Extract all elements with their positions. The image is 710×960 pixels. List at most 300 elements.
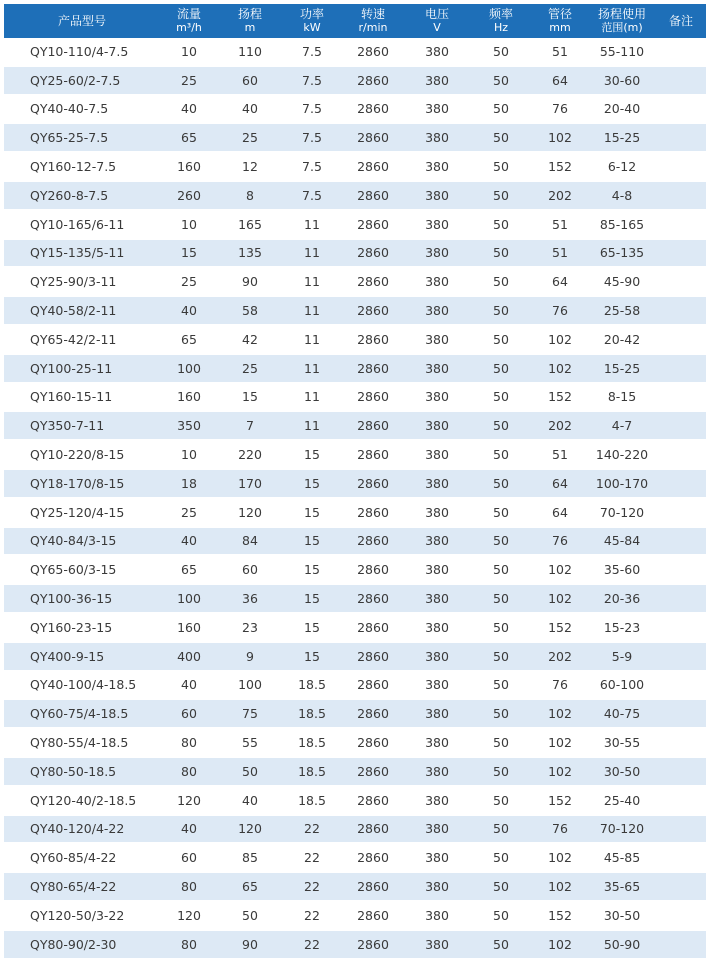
pipe-diameter-cell: 51 xyxy=(532,38,588,66)
frequency-cell: 50 xyxy=(470,239,532,268)
model-cell: QY65-25-7.5 xyxy=(4,123,160,152)
head-range-cell: 100-170 xyxy=(588,469,656,498)
voltage-cell: 380 xyxy=(404,555,470,584)
speed-cell: 2860 xyxy=(342,152,404,181)
frequency-cell: 50 xyxy=(470,267,532,296)
table-row xyxy=(4,440,706,469)
model-cell: QY160-12-7.5 xyxy=(4,152,160,181)
remarks-cell xyxy=(656,239,706,268)
head-cell: 25 xyxy=(218,123,282,152)
table-body xyxy=(4,38,706,959)
frequency-cell: 50 xyxy=(470,555,532,584)
remarks-cell xyxy=(656,699,706,728)
pipe-diameter-cell: 102 xyxy=(532,728,588,757)
head-range-cell: 30-50 xyxy=(588,901,656,930)
header-label: 电压 xyxy=(424,7,449,21)
head-range-cell: 30-50 xyxy=(588,757,656,786)
flow-cell: 25 xyxy=(160,498,218,527)
flow-cell: 65 xyxy=(160,555,218,584)
flow-cell: 80 xyxy=(160,757,218,786)
frequency-cell: 50 xyxy=(470,411,532,440)
flow-cell: 80 xyxy=(160,930,218,959)
head-cell: 40 xyxy=(218,786,282,815)
head-cell: 65 xyxy=(218,872,282,901)
frequency-cell: 50 xyxy=(470,498,532,527)
pipe-diameter-cell: 102 xyxy=(532,930,588,959)
model-cell: QY40-58/2-11 xyxy=(4,296,160,325)
flow-cell: 160 xyxy=(160,613,218,642)
speed-cell: 2860 xyxy=(342,642,404,671)
head-range-cell: 55-110 xyxy=(588,38,656,66)
power-cell: 18.5 xyxy=(282,671,342,700)
pipe-diameter-cell: 64 xyxy=(532,469,588,498)
remarks-cell xyxy=(656,843,706,872)
frequency-cell: 50 xyxy=(470,642,532,671)
table-row xyxy=(4,296,706,325)
model-cell: QY80-55/4-18.5 xyxy=(4,728,160,757)
head-cell: 84 xyxy=(218,527,282,556)
flow-cell: 25 xyxy=(160,267,218,296)
pipe-diameter-cell: 102 xyxy=(532,584,588,613)
table-row xyxy=(4,123,706,152)
model-cell: QY18-170/8-15 xyxy=(4,469,160,498)
header-label: 流量 xyxy=(176,7,201,21)
voltage-cell: 380 xyxy=(404,901,470,930)
head-range-cell: 50-90 xyxy=(588,930,656,959)
pipe-diameter-cell: 76 xyxy=(532,527,588,556)
model-cell: QY25-120/4-15 xyxy=(4,498,160,527)
head-cell: 75 xyxy=(218,699,282,728)
table-row xyxy=(4,872,706,901)
flow-cell: 10 xyxy=(160,440,218,469)
pipe-diameter-cell: 102 xyxy=(532,757,588,786)
remarks-cell xyxy=(656,210,706,239)
model-cell: QY160-23-15 xyxy=(4,613,160,642)
header-unit: r/min xyxy=(358,21,388,34)
header-unit: Hz xyxy=(493,21,509,34)
power-cell: 15 xyxy=(282,527,342,556)
model-cell: QY60-85/4-22 xyxy=(4,843,160,872)
flow-cell: 100 xyxy=(160,354,218,383)
power-cell: 22 xyxy=(282,872,342,901)
model-cell: QY40-120/4-22 xyxy=(4,815,160,844)
flow-cell: 60 xyxy=(160,699,218,728)
head-range-cell: 40-75 xyxy=(588,699,656,728)
power-cell: 18.5 xyxy=(282,757,342,786)
head-cell: 110 xyxy=(218,38,282,66)
flow-cell: 80 xyxy=(160,728,218,757)
pipe-diameter-cell: 76 xyxy=(532,296,588,325)
power-cell: 11 xyxy=(282,210,342,239)
voltage-cell: 380 xyxy=(404,152,470,181)
model-cell: QY65-42/2-11 xyxy=(4,325,160,354)
speed-cell: 2860 xyxy=(342,699,404,728)
voltage-cell: 380 xyxy=(404,843,470,872)
header-pipe-diameter xyxy=(532,4,588,38)
pipe-diameter-cell: 64 xyxy=(532,66,588,95)
speed-cell: 2860 xyxy=(342,555,404,584)
frequency-cell: 50 xyxy=(470,440,532,469)
head-range-cell: 15-25 xyxy=(588,354,656,383)
header-model xyxy=(4,4,160,38)
power-cell: 11 xyxy=(282,296,342,325)
head-range-cell: 4-7 xyxy=(588,411,656,440)
voltage-cell: 380 xyxy=(404,66,470,95)
remarks-cell xyxy=(656,181,706,210)
head-cell: 23 xyxy=(218,613,282,642)
model-cell: QY120-50/3-22 xyxy=(4,901,160,930)
remarks-cell xyxy=(656,757,706,786)
pipe-diameter-cell: 51 xyxy=(532,440,588,469)
power-cell: 22 xyxy=(282,843,342,872)
frequency-cell: 50 xyxy=(470,210,532,239)
power-cell: 15 xyxy=(282,642,342,671)
remarks-cell xyxy=(656,95,706,124)
flow-cell: 160 xyxy=(160,152,218,181)
voltage-cell: 380 xyxy=(404,728,470,757)
remarks-cell xyxy=(656,930,706,959)
head-cell: 50 xyxy=(218,757,282,786)
voltage-cell: 380 xyxy=(404,38,470,66)
model-cell: QY60-75/4-18.5 xyxy=(4,699,160,728)
head-range-cell: 15-25 xyxy=(588,123,656,152)
power-cell: 15 xyxy=(282,469,342,498)
frequency-cell: 50 xyxy=(470,901,532,930)
pipe-diameter-cell: 202 xyxy=(532,181,588,210)
speed-cell: 2860 xyxy=(342,584,404,613)
speed-cell: 2860 xyxy=(342,181,404,210)
remarks-cell xyxy=(656,872,706,901)
speed-cell: 2860 xyxy=(342,613,404,642)
pump-spec-table-wrapper xyxy=(4,4,706,960)
remarks-cell xyxy=(656,296,706,325)
model-cell: QY25-90/3-11 xyxy=(4,267,160,296)
header-head-range xyxy=(588,4,656,38)
speed-cell: 2860 xyxy=(342,843,404,872)
speed-cell: 2860 xyxy=(342,66,404,95)
power-cell: 15 xyxy=(282,498,342,527)
frequency-cell: 50 xyxy=(470,296,532,325)
remarks-cell xyxy=(656,325,706,354)
pipe-diameter-cell: 152 xyxy=(532,152,588,181)
model-cell: QY65-60/3-15 xyxy=(4,555,160,584)
voltage-cell: 380 xyxy=(404,671,470,700)
head-cell: 60 xyxy=(218,66,282,95)
power-cell: 7.5 xyxy=(282,123,342,152)
model-cell: QY100-25-11 xyxy=(4,354,160,383)
power-cell: 18.5 xyxy=(282,728,342,757)
header-unit: kW xyxy=(303,21,321,34)
remarks-cell xyxy=(656,728,706,757)
flow-cell: 65 xyxy=(160,123,218,152)
table-row xyxy=(4,498,706,527)
frequency-cell: 50 xyxy=(470,66,532,95)
frequency-cell: 50 xyxy=(470,181,532,210)
pipe-diameter-cell: 152 xyxy=(532,383,588,412)
voltage-cell: 380 xyxy=(404,325,470,354)
voltage-cell: 380 xyxy=(404,757,470,786)
voltage-cell: 380 xyxy=(404,123,470,152)
power-cell: 22 xyxy=(282,815,342,844)
speed-cell: 2860 xyxy=(342,901,404,930)
head-cell: 15 xyxy=(218,383,282,412)
frequency-cell: 50 xyxy=(470,38,532,66)
head-cell: 100 xyxy=(218,671,282,700)
head-range-cell: 140-220 xyxy=(588,440,656,469)
power-cell: 11 xyxy=(282,267,342,296)
speed-cell: 2860 xyxy=(342,757,404,786)
remarks-cell xyxy=(656,815,706,844)
power-cell: 15 xyxy=(282,613,342,642)
table-row xyxy=(4,239,706,268)
header-label: 转速 xyxy=(360,7,385,21)
table-row xyxy=(4,757,706,786)
head-range-cell: 20-40 xyxy=(588,95,656,124)
speed-cell: 2860 xyxy=(342,498,404,527)
model-cell: QY25-60/2-7.5 xyxy=(4,66,160,95)
voltage-cell: 380 xyxy=(404,498,470,527)
frequency-cell: 50 xyxy=(470,815,532,844)
flow-cell: 120 xyxy=(160,786,218,815)
pipe-diameter-cell: 64 xyxy=(532,267,588,296)
model-cell: QY40-40-7.5 xyxy=(4,95,160,124)
voltage-cell: 380 xyxy=(404,239,470,268)
speed-cell: 2860 xyxy=(342,671,404,700)
table-row xyxy=(4,267,706,296)
power-cell: 22 xyxy=(282,930,342,959)
head-cell: 60 xyxy=(218,555,282,584)
power-cell: 15 xyxy=(282,440,342,469)
table-row xyxy=(4,210,706,239)
remarks-cell xyxy=(656,498,706,527)
speed-cell: 2860 xyxy=(342,239,404,268)
remarks-cell xyxy=(656,123,706,152)
remarks-cell xyxy=(656,38,706,66)
head-range-cell: 85-165 xyxy=(588,210,656,239)
speed-cell: 2860 xyxy=(342,383,404,412)
frequency-cell: 50 xyxy=(470,123,532,152)
speed-cell: 2860 xyxy=(342,296,404,325)
voltage-cell: 380 xyxy=(404,469,470,498)
speed-cell: 2860 xyxy=(342,469,404,498)
model-cell: QY260-8-7.5 xyxy=(4,181,160,210)
remarks-cell xyxy=(656,411,706,440)
power-cell: 7.5 xyxy=(282,95,342,124)
voltage-cell: 380 xyxy=(404,699,470,728)
remarks-cell xyxy=(656,527,706,556)
frequency-cell: 50 xyxy=(470,95,532,124)
frequency-cell: 50 xyxy=(470,786,532,815)
flow-cell: 10 xyxy=(160,38,218,66)
model-cell: QY10-110/4-7.5 xyxy=(4,38,160,66)
table-row xyxy=(4,613,706,642)
table-row xyxy=(4,930,706,959)
head-range-cell: 25-58 xyxy=(588,296,656,325)
head-range-cell: 30-60 xyxy=(588,66,656,95)
header-label: 备注 xyxy=(668,14,693,28)
head-range-cell: 5-9 xyxy=(588,642,656,671)
flow-cell: 100 xyxy=(160,584,218,613)
frequency-cell: 50 xyxy=(470,354,532,383)
table-row xyxy=(4,66,706,95)
flow-cell: 25 xyxy=(160,66,218,95)
pipe-diameter-cell: 76 xyxy=(532,95,588,124)
table-row xyxy=(4,527,706,556)
head-range-cell: 35-60 xyxy=(588,555,656,584)
header-unit: 范围(m) xyxy=(601,21,643,34)
head-range-cell: 35-65 xyxy=(588,872,656,901)
model-cell: QY80-65/4-22 xyxy=(4,872,160,901)
header-unit: m³/h xyxy=(176,21,202,34)
header-row xyxy=(4,4,706,38)
speed-cell: 2860 xyxy=(342,267,404,296)
head-cell: 90 xyxy=(218,930,282,959)
speed-cell: 2860 xyxy=(342,325,404,354)
pipe-diameter-cell: 51 xyxy=(532,210,588,239)
speed-cell: 2860 xyxy=(342,728,404,757)
power-cell: 7.5 xyxy=(282,66,342,95)
table-row xyxy=(4,642,706,671)
head-cell: 36 xyxy=(218,584,282,613)
flow-cell: 400 xyxy=(160,642,218,671)
pipe-diameter-cell: 51 xyxy=(532,239,588,268)
remarks-cell xyxy=(656,440,706,469)
flow-cell: 40 xyxy=(160,527,218,556)
flow-cell: 40 xyxy=(160,296,218,325)
table-row xyxy=(4,555,706,584)
table-row xyxy=(4,728,706,757)
header-power xyxy=(282,4,342,38)
header-voltage xyxy=(404,4,470,38)
voltage-cell: 380 xyxy=(404,411,470,440)
remarks-cell xyxy=(656,66,706,95)
header-label: 管径 xyxy=(547,7,572,21)
head-cell: 50 xyxy=(218,901,282,930)
frequency-cell: 50 xyxy=(470,469,532,498)
pipe-diameter-cell: 64 xyxy=(532,498,588,527)
power-cell: 11 xyxy=(282,354,342,383)
table-row xyxy=(4,383,706,412)
speed-cell: 2860 xyxy=(342,872,404,901)
header-flow xyxy=(160,4,218,38)
model-cell: QY400-9-15 xyxy=(4,642,160,671)
speed-cell: 2860 xyxy=(342,930,404,959)
flow-cell: 260 xyxy=(160,181,218,210)
model-cell: QY350-7-11 xyxy=(4,411,160,440)
table-row xyxy=(4,786,706,815)
voltage-cell: 380 xyxy=(404,440,470,469)
header-unit: V xyxy=(433,21,441,34)
remarks-cell xyxy=(656,584,706,613)
model-cell: QY10-165/6-11 xyxy=(4,210,160,239)
flow-cell: 80 xyxy=(160,872,218,901)
table-row xyxy=(4,411,706,440)
remarks-cell xyxy=(656,469,706,498)
head-cell: 165 xyxy=(218,210,282,239)
model-cell: QY40-100/4-18.5 xyxy=(4,671,160,700)
head-range-cell: 45-84 xyxy=(588,527,656,556)
remarks-cell xyxy=(656,267,706,296)
speed-cell: 2860 xyxy=(342,440,404,469)
header-speed xyxy=(342,4,404,38)
pipe-diameter-cell: 102 xyxy=(532,354,588,383)
voltage-cell: 380 xyxy=(404,383,470,412)
frequency-cell: 50 xyxy=(470,325,532,354)
table-row xyxy=(4,815,706,844)
remarks-cell xyxy=(656,671,706,700)
head-cell: 8 xyxy=(218,181,282,210)
head-cell: 12 xyxy=(218,152,282,181)
table-row xyxy=(4,95,706,124)
frequency-cell: 50 xyxy=(470,872,532,901)
frequency-cell: 50 xyxy=(470,152,532,181)
head-range-cell: 6-12 xyxy=(588,152,656,181)
voltage-cell: 380 xyxy=(404,181,470,210)
table-row xyxy=(4,699,706,728)
table-row xyxy=(4,843,706,872)
pipe-diameter-cell: 102 xyxy=(532,872,588,901)
table-row xyxy=(4,671,706,700)
head-range-cell: 15-23 xyxy=(588,613,656,642)
table-row xyxy=(4,584,706,613)
frequency-cell: 50 xyxy=(470,671,532,700)
flow-cell: 40 xyxy=(160,671,218,700)
head-range-cell: 45-90 xyxy=(588,267,656,296)
pipe-diameter-cell: 102 xyxy=(532,555,588,584)
head-range-cell: 30-55 xyxy=(588,728,656,757)
model-cell: QY15-135/5-11 xyxy=(4,239,160,268)
head-cell: 7 xyxy=(218,411,282,440)
head-cell: 220 xyxy=(218,440,282,469)
header-unit: m xyxy=(244,21,256,34)
table-row xyxy=(4,181,706,210)
flow-cell: 120 xyxy=(160,901,218,930)
table-row xyxy=(4,152,706,181)
speed-cell: 2860 xyxy=(342,786,404,815)
head-cell: 40 xyxy=(218,95,282,124)
table-row xyxy=(4,354,706,383)
pipe-diameter-cell: 102 xyxy=(532,123,588,152)
power-cell: 11 xyxy=(282,325,342,354)
head-range-cell: 70-120 xyxy=(588,815,656,844)
voltage-cell: 380 xyxy=(404,930,470,959)
head-cell: 25 xyxy=(218,354,282,383)
remarks-cell xyxy=(656,354,706,383)
power-cell: 7.5 xyxy=(282,181,342,210)
remarks-cell xyxy=(656,613,706,642)
model-cell: QY80-50-18.5 xyxy=(4,757,160,786)
table-row xyxy=(4,901,706,930)
header-frequency xyxy=(470,4,532,38)
table-row xyxy=(4,38,706,66)
head-range-cell: 45-85 xyxy=(588,843,656,872)
head-cell: 120 xyxy=(218,498,282,527)
flow-cell: 18 xyxy=(160,469,218,498)
pipe-diameter-cell: 202 xyxy=(532,642,588,671)
header-label: 频率 xyxy=(488,7,513,21)
pipe-diameter-cell: 76 xyxy=(532,671,588,700)
speed-cell: 2860 xyxy=(342,411,404,440)
power-cell: 11 xyxy=(282,239,342,268)
head-range-cell: 8-15 xyxy=(588,383,656,412)
header-label: 产品型号 xyxy=(57,14,106,28)
model-cell: QY100-36-15 xyxy=(4,584,160,613)
head-range-cell: 4-8 xyxy=(588,181,656,210)
header-label: 扬程 xyxy=(237,7,262,21)
voltage-cell: 380 xyxy=(404,267,470,296)
power-cell: 15 xyxy=(282,555,342,584)
remarks-cell xyxy=(656,901,706,930)
